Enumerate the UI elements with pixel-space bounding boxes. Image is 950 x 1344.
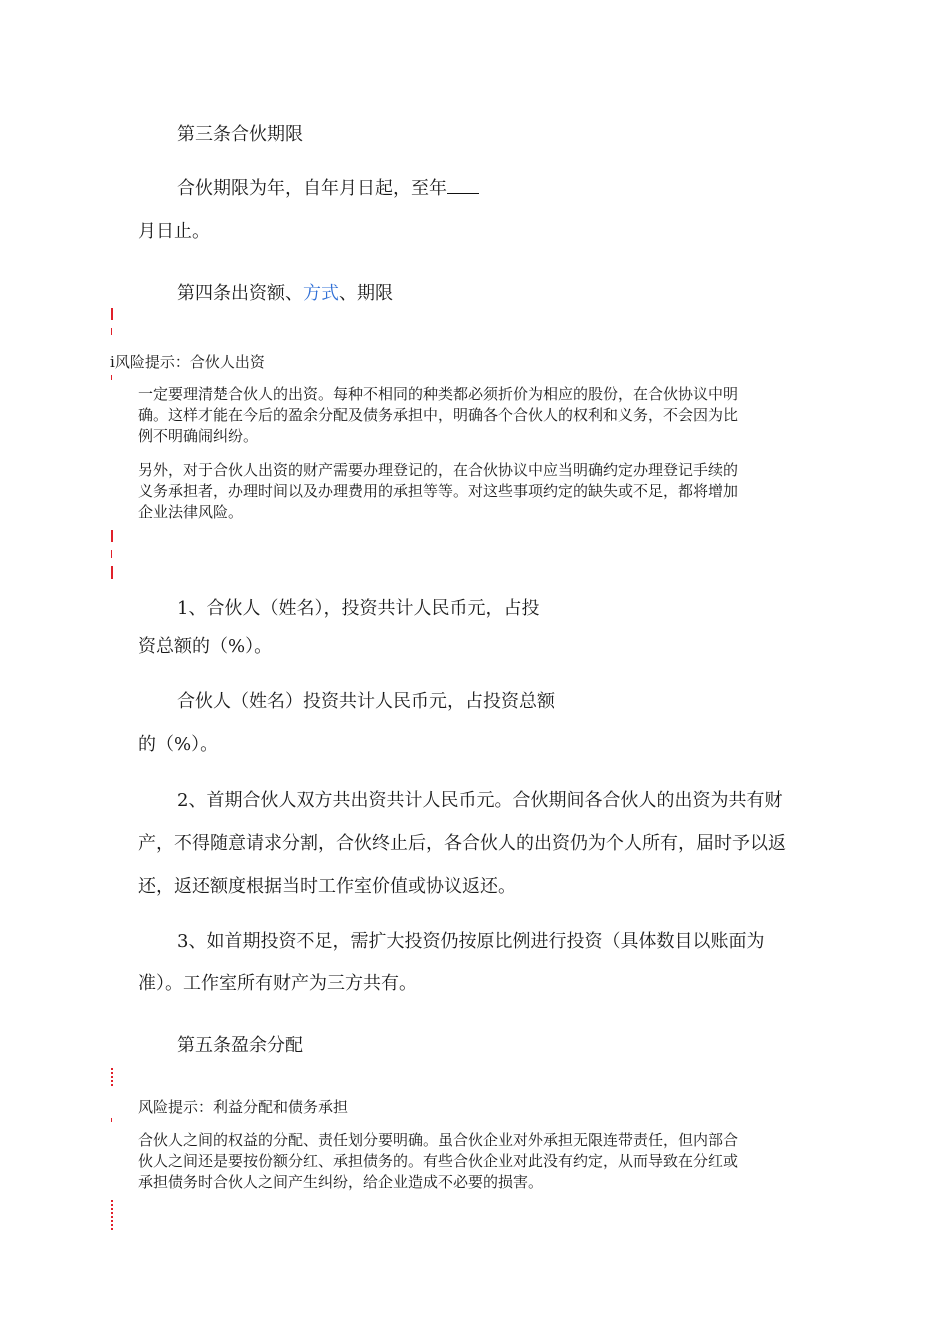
revision-marker [111, 566, 113, 579]
revision-marker [111, 328, 112, 335]
risk-tip-title-2: 风险提示：利益分配和债务承担 [138, 1098, 349, 1116]
risk-tip-title: 风险提示：合伙人出资 [114, 353, 265, 371]
revision-marker [111, 1118, 112, 1122]
item-2-line-1: 2、首期合伙人双方共出资共计人民币元。合伙期间各合伙人的出资为共有财 [177, 790, 783, 811]
revision-marker [111, 308, 113, 320]
risk-tip-heading [110, 352, 265, 373]
item-3-line-1: 3、如首期投资不足，需扩大投资仍按原比例进行投资（具体数目以账面为 [177, 931, 765, 952]
risk-tip-paragraph-3 [138, 1130, 738, 1193]
risk-tip-line: 承担债务时合伙人之间产生纠纷，给企业造成不必要的损害。 [138, 1173, 544, 1191]
revision-marker [111, 530, 113, 542]
risk-tip-line: 义务承担者，办理时间以及办理费用的承担等等。对这些事项约定的缺失或不足，都将增加 [138, 482, 739, 500]
risk-tip-line: 例不明确闹纠纷。 [138, 427, 259, 445]
risk-tip-line: 企业法律风险。 [138, 503, 244, 521]
revision-marker [111, 375, 112, 380]
article-3-term-text: 合伙期限为年，自年月日起，至年 [177, 178, 447, 199]
article-4-method-link[interactable]: 方式 [303, 283, 339, 304]
risk-tip-line: 合伙人之间的权益的分配、责任划分要明确。虽合伙企业对外承担无限连带责任，但内部合 [138, 1131, 739, 1149]
risk-tip-line: 确。这样才能在今后的盈余分配及债务承担中，明确各个合伙人的权利和义务，不会因为比 [138, 406, 739, 424]
risk-tip-line: 一定要理清楚合伙人的出资。每种不相同的种类都必须折价为相应的股份，在合伙协议中明 [138, 385, 739, 403]
article-4-title-suffix: 、期限 [339, 283, 393, 304]
revision-marker [111, 1200, 115, 1230]
risk-tip-line: 另外，对于合伙人出资的财产需要办理登记的，在合伙协议中应当明确约定办理登记手续的 [138, 461, 739, 479]
risk-tip-paragraph-1 [138, 384, 738, 447]
item-2-line-3: 还，返还额度根据当时工作室价值或协议返还。 [138, 876, 516, 897]
article-5-title: 第五条盈余分配 [177, 1035, 303, 1056]
article-4-title [177, 283, 393, 305]
risk-tip-line: 伙人之间还是要按份额分红、承担债务的。有些合伙企业对此没有约定，从而导致在分红或 [138, 1152, 739, 1170]
revision-marker [111, 550, 112, 558]
article-3-title: 第三条合伙期限 [177, 124, 303, 145]
revision-marker [111, 1068, 115, 1086]
item-1-line-1: 1、合伙人（姓名），投资共计人民币元，占投 [177, 598, 540, 619]
article-4-title-prefix: 第四条出资额、 [177, 283, 303, 304]
article-3-term-line [177, 178, 479, 200]
risk-tip-paragraph-2 [138, 460, 738, 523]
info-icon: i [110, 353, 115, 371]
item-1b-line-1: 合伙人（姓名）投资共计人民币元，占投资总额 [177, 691, 555, 712]
item-2-line-2: 产，不得随意请求分割，合伙终止后，各合伙人的出资仍为个人所有，届时予以返 [138, 833, 786, 854]
article-3-term-end: 月日止。 [138, 221, 210, 242]
item-1b-line-2: 的（%）。 [138, 734, 219, 755]
item-1-line-2: 资总额的（%）。 [138, 636, 273, 657]
item-3-line-2: 准）。工作室所有财产为三方共有。 [138, 973, 417, 994]
blank-underline [447, 179, 479, 194]
